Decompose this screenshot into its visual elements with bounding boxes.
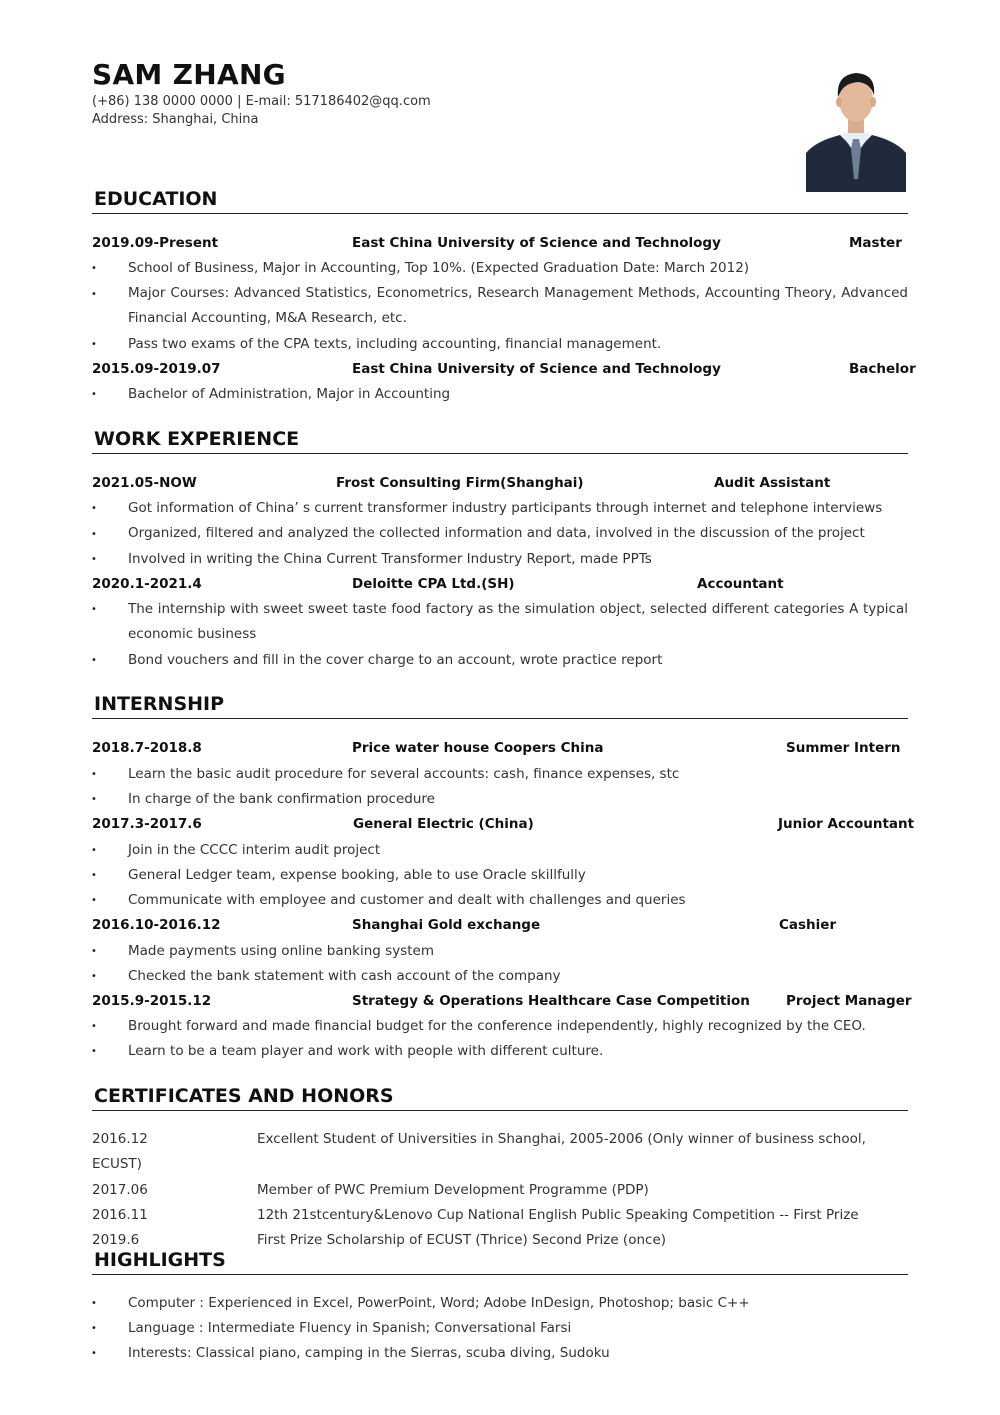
highlight-text: Computer : Experienced in Excel, PowerPoint, Word; Adobe InDesign, Photoshop; basic C++ — [128, 1295, 750, 1311]
bullet-glyph: • — [91, 1021, 97, 1032]
work-role: Accountant — [697, 576, 784, 592]
bullet-glyph: • — [91, 1046, 97, 1057]
intern-company: Price water house Coopers China — [352, 740, 604, 756]
edu-degree: Bachelor — [849, 361, 916, 377]
bullet-glyph: • — [91, 554, 97, 565]
work-role: Audit Assistant — [714, 475, 831, 491]
intern-company: Shanghai Gold exchange — [352, 917, 541, 933]
intern-bullet-text: General Ledger team, expense booking, able to use Oracle skillfully — [128, 867, 586, 883]
bullet-glyph: • — [91, 655, 97, 666]
bullet-glyph: • — [91, 503, 97, 514]
work-company: Frost Consulting Firm(Shanghai) — [336, 475, 584, 491]
bullet-glyph: • — [91, 529, 97, 540]
intern-bullet-text: Checked the bank statement with cash account of the company — [128, 968, 561, 984]
section-divider — [92, 213, 908, 214]
intern-bullet-text: Learn the basic audit procedure for several accounts: cash, finance expenses, stc — [128, 766, 680, 782]
bullet-glyph: • — [91, 971, 97, 982]
cert-date: 2016.11 — [92, 1207, 148, 1223]
highlight-text: Interests: Classical piano, camping in the Sierras, scuba diving, Sudoku — [128, 1345, 610, 1361]
bullet-glyph: • — [91, 1298, 97, 1309]
intern-bullet-text: Communicate with employee and customer and dealt with challenges and queries — [128, 892, 686, 908]
work-bullet-text: Bond vouchers and fill in the cover charge to an account, wrote practice report — [128, 652, 663, 668]
section-title-internship: INTERNSHIP — [94, 693, 225, 715]
cert-text: Excellent Student of Universities in Shanghai, 2005-2006 (Only winner of business school, — [257, 1131, 866, 1147]
work-date: 2020.1-2021.4 — [92, 576, 202, 592]
work-bullet-text: Got information of China’ s current transformer industry participants through internet and telephone interviews — [128, 500, 883, 516]
work-date: 2021.05-NOW — [92, 475, 197, 491]
section-divider — [92, 1110, 908, 1111]
work-bullet-text: The internship with sweet sweet taste food factory as the simulation object, selected different categories A typical economic business — [128, 601, 908, 643]
bullet-glyph: • — [91, 1323, 97, 1334]
intern-date: 2018.7-2018.8 — [92, 740, 202, 756]
intern-bullet-text: Learn to be a team player and work with people with different culture. — [128, 1043, 604, 1059]
section-title-certificates: CERTIFICATES AND HONORS — [94, 1085, 394, 1107]
intern-role: Junior Accountant — [778, 816, 915, 832]
edu-date: 2019.09-Present — [92, 235, 219, 251]
intern-role: Cashier — [779, 917, 837, 933]
bullet-glyph: • — [91, 289, 97, 300]
bullet-glyph: • — [91, 946, 97, 957]
intern-date: 2015.9-2015.12 — [92, 993, 212, 1009]
intern-role: Project Manager — [786, 993, 912, 1009]
section-title-highlights: HIGHLIGHTS — [94, 1249, 226, 1271]
bullet-glyph: • — [91, 389, 97, 400]
bullet-glyph: • — [91, 1348, 97, 1359]
section-divider — [92, 718, 908, 719]
cert-date: 2016.12 — [92, 1131, 148, 1147]
bullet-glyph: • — [91, 845, 97, 856]
intern-company: Strategy & Operations Healthcare Case Competition — [352, 993, 750, 1009]
edu-school: East China University of Science and Technology — [352, 235, 721, 251]
bullet-glyph: • — [91, 769, 97, 780]
section-divider — [92, 1274, 908, 1275]
intern-company: General Electric (China) — [353, 816, 534, 832]
profile-photo — [806, 55, 906, 192]
cert-text: First Prize Scholarship of ECUST (Thrice) Second Prize (once) — [257, 1232, 667, 1248]
intern-bullet-text: Join in the CCCC interim audit project — [128, 842, 381, 858]
edu-school: East China University of Science and Technology — [352, 361, 721, 377]
intern-date: 2017.3-2017.6 — [92, 816, 202, 832]
work-bullet-text: Organized, filtered and analyzed the collected information and data, involved in the discussion of the project — [128, 525, 865, 541]
edu-bullet-text: Major Courses: Advanced Statistics, Econometrics, Research Management Methods, Accounting Theory, Advanced Financial Accounting, M&A Research, etc. — [128, 285, 908, 327]
candidate-name: SAM ZHANG — [92, 58, 286, 91]
work-company: Deloitte CPA Ltd.(SH) — [352, 576, 515, 592]
section-title-education: EDUCATION — [94, 188, 218, 210]
intern-bullet-text: Brought forward and made financial budget for the conference independently, highly recognized by the CEO. — [128, 1018, 866, 1034]
edu-degree: Master — [849, 235, 902, 251]
intern-bullet-text: In charge of the bank confirmation procedure — [128, 791, 435, 807]
cert-text: 12th 21stcentury&Lenovo Cup National English Public Speaking Competition -- First Prize — [257, 1207, 859, 1223]
bullet-glyph: • — [91, 263, 97, 274]
contact-line: (+86) 138 0000 0000 | E-mail: 517186402@qq.com — [92, 94, 431, 109]
address-line: Address: Shanghai, China — [92, 112, 259, 127]
edu-bullet-text: School of Business, Major in Accounting, Top 10%. (Expected Graduation Date: March 2012) — [128, 260, 750, 276]
cert-text: Member of PWC Premium Development Programme (PDP) — [257, 1182, 649, 1198]
highlight-text: Language : Intermediate Fluency in Spanish; Conversational Farsi — [128, 1320, 572, 1336]
intern-role: Summer Intern — [786, 740, 901, 756]
bullet-glyph: • — [91, 794, 97, 805]
intern-date: 2016.10-2016.12 — [92, 917, 221, 933]
work-bullet-text: Involved in writing the China Current Transformer Industry Report, made PPTs — [128, 551, 652, 567]
intern-bullet-text: Made payments using online banking system — [128, 943, 434, 959]
bullet-glyph: • — [91, 870, 97, 881]
edu-bullet-text: Bachelor of Administration, Major in Accounting — [128, 386, 451, 402]
bullet-glyph: • — [91, 604, 97, 615]
cert-date: 2017.06 — [92, 1182, 148, 1198]
bullet-glyph: • — [91, 895, 97, 906]
cert-date: 2019.6 — [92, 1232, 140, 1248]
section-divider — [92, 453, 908, 454]
edu-bullet-text: Pass two exams of the CPA texts, including accounting, financial management. — [128, 336, 662, 352]
bullet-glyph: • — [91, 339, 97, 350]
section-title-work: WORK EXPERIENCE — [94, 428, 300, 450]
cert-text-continuation: ECUST) — [92, 1156, 142, 1172]
edu-date: 2015.09-2019.07 — [92, 361, 221, 377]
